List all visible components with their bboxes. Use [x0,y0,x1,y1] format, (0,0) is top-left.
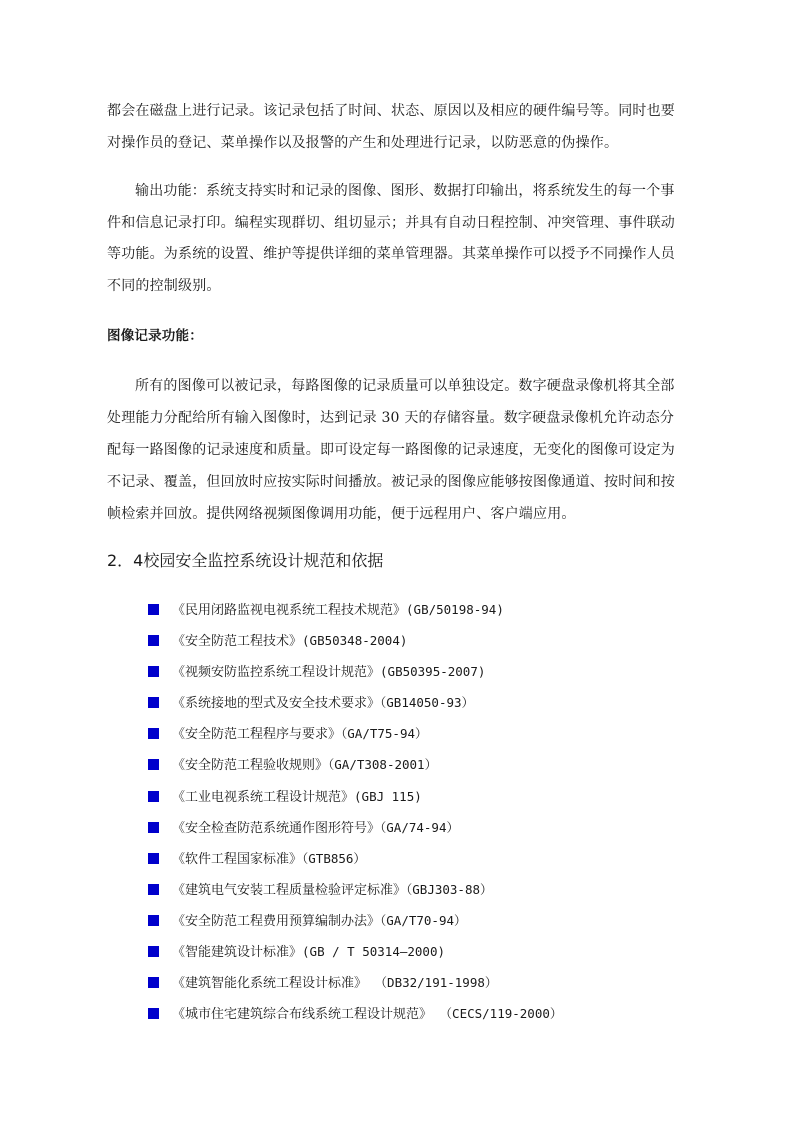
reference-code: （GB14050-93） [380,695,475,710]
reference-title: 《安全防范工程技术》 [172,634,303,649]
reference-code: （GA/T308-2001） [328,757,438,772]
paragraph-line: 配每一路图像的记录速度和质量。即可设定每一路图像的记录速度，无变化的图像可设定为 [107,442,675,458]
paragraph-line: 输出功能：系统支持实时和记录的图像、图形、数据打印输出，将系统发生的每一个事 [135,183,675,199]
reference-code: (GB/50198-94) [406,602,504,617]
reference-title: 《建筑电气安装工程质量检验评定标准》 [172,883,407,898]
square-bullet-icon [148,853,159,864]
reference-code: (GBJ 115) [354,789,422,804]
square-bullet-icon [148,666,159,677]
square-bullet-icon [148,1008,159,1019]
paragraph-line: 所有的图像可以被记录，每路图像的记录质量可以单独设定。数字硬盘录像机将其全部 [135,378,675,394]
square-bullet-icon [148,822,159,833]
reference-code: （GTB856） [302,851,366,866]
paragraph-line: 件和信息记录打印。编程实现群切、组切显示；并具有自动日程控制、冲突管理、事件联动 [107,215,675,231]
section-title: 2．4校园安全监控系统设计规范和依据 [107,551,384,570]
reference-code: （CECS/119-2000） [432,1006,563,1021]
reference-code: （GA/74-94） [380,820,459,835]
paragraph-line: 不同的控制级别。 [107,278,221,294]
square-bullet-icon [148,728,159,739]
reference-code: (GB50348-2004) [302,633,408,648]
reference-title: 《系统接地的型式及安全技术要求》 [172,696,381,711]
reference-title: 《软件工程国家标准》 [172,852,303,867]
reference-title: 《安全防范工程程序与要求》 [172,727,342,742]
square-bullet-icon [148,884,159,895]
reference-title: 《工业电视系统工程设计规范》 [172,790,355,805]
reference-code: （DB32/191-1998） [367,975,498,990]
paragraph-line: 对操作员的登记、菜单操作以及报警的产生和处理进行记录，以防恶意的伪操作。 [107,135,619,151]
reference-title: 《建筑智能化系统工程设计标准》 [172,976,368,991]
reference-code: (GB50395-2007) [380,664,486,679]
square-bullet-icon [148,635,159,646]
reference-title: 《视频安防监控系统工程设计规范》 [172,665,381,680]
square-bullet-icon [148,977,159,988]
paragraph-line: 不记录、覆盖，但回放时应按实际时间播放。被记录的图像应能够按图像通道、按时间和按 [107,474,675,490]
reference-title: 《智能建筑设计标准》 [172,945,303,960]
square-bullet-icon [148,604,159,615]
subheading-image-record: 图像记录功能： [107,328,203,344]
reference-title: 《安全检查防范系统通作图形符号》 [172,821,381,836]
reference-title: 《城市住宅建筑综合布线系统工程设计规范》 [172,1007,433,1022]
square-bullet-icon [148,759,159,770]
reference-code: （GBJ303-88） [406,882,493,897]
paragraph-line: 都会在磁盘上进行记录。该记录包括了时间、状态、原因以及相应的硬件编号等。同时也要 [107,103,675,119]
square-bullet-icon [148,791,159,802]
reference-title: 《民用闭路监视电视系统工程技术规范》 [172,603,407,618]
paragraph-line: 帧检索并回放。提供网络视频图像调用功能，便于远程用户、客户端应用。 [107,506,576,522]
square-bullet-icon [148,915,159,926]
paragraph-line: 等功能。为系统的设置、维护等提供详细的菜单管理器。其菜单操作可以授予不同操作人员 [107,246,675,262]
square-bullet-icon [148,946,159,957]
reference-title: 《安全防范工程验收规则》 [172,758,329,773]
reference-title: 《安全防范工程费用预算编制办法》 [172,914,381,929]
reference-code: (GB / T 50314—2000) [302,944,446,959]
reference-code: （GA/T70-94） [380,913,467,928]
paragraph-line: 处理能力分配给所有输入图像时，达到记录 30 天的存储容量。数字硬盘录像机允许动态分 [107,410,675,426]
square-bullet-icon [148,697,159,708]
reference-code: （GA/T75-94） [341,726,428,741]
